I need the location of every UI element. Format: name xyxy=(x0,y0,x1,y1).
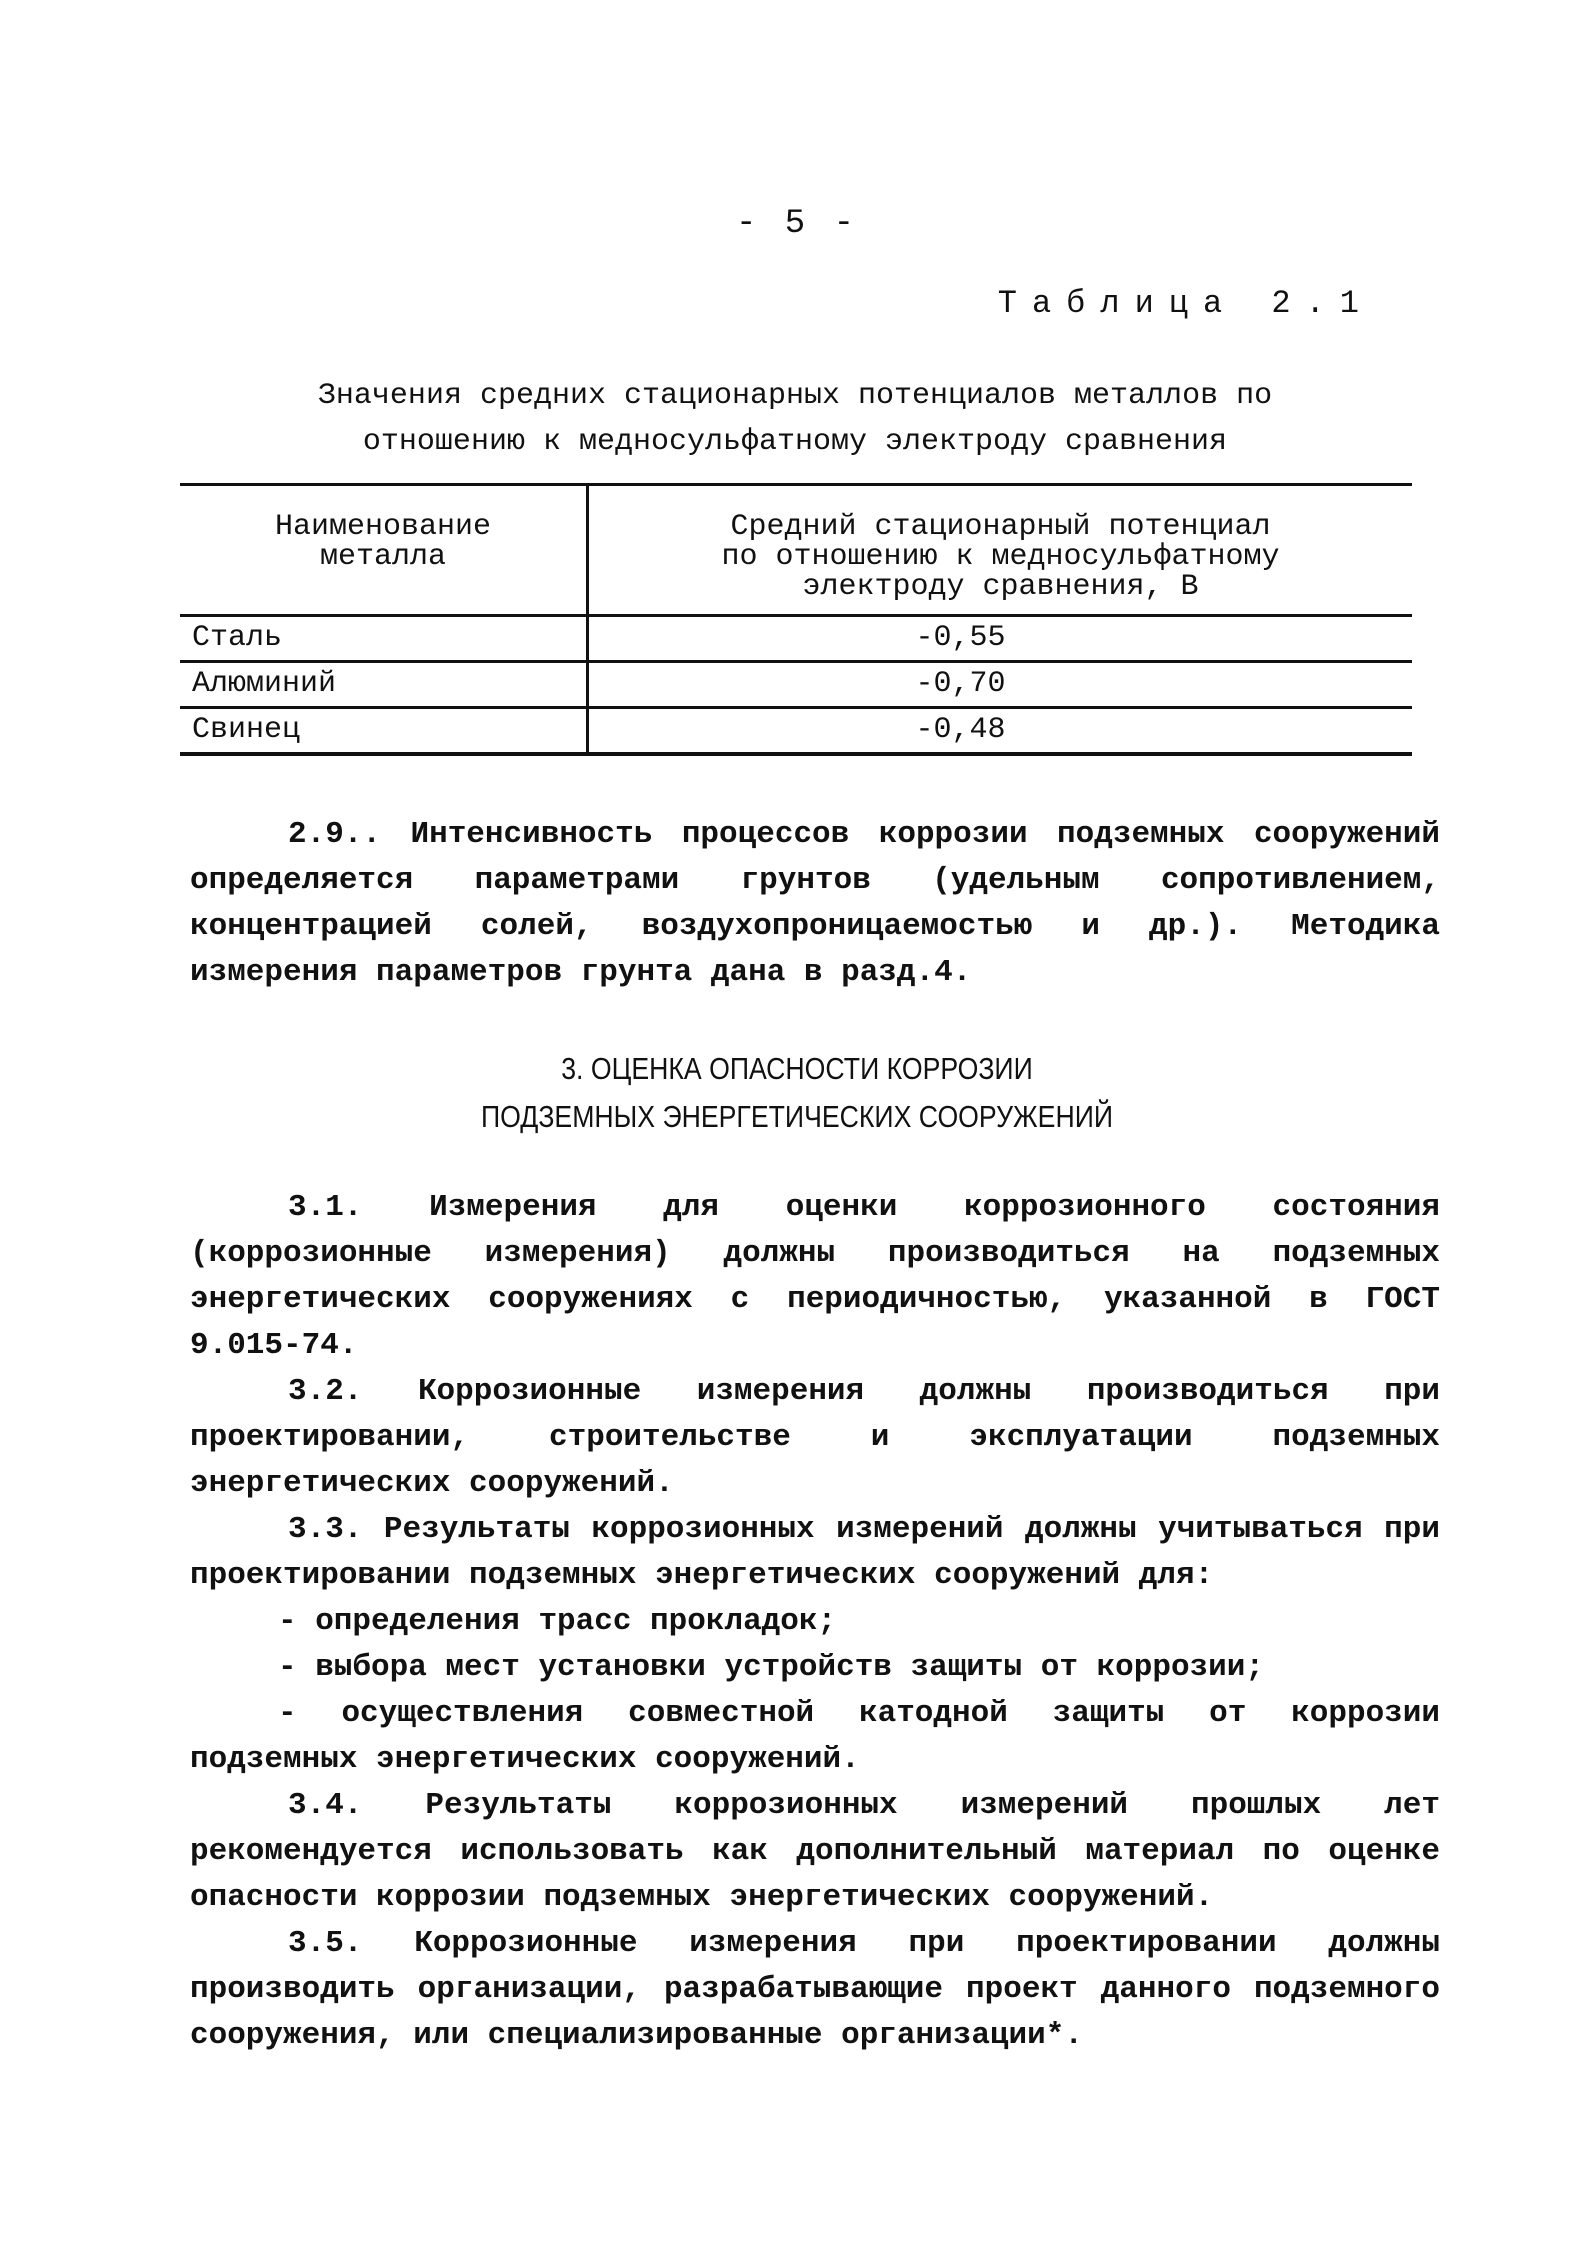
header-metal-name-line-1: Наименование xyxy=(274,510,492,544)
paragraph-3-5: 3.5. Коррозионные измерения при проектировании должны производить организации, разрабатывающие проект данного подземного сооружения, или специализированные организации*. xyxy=(190,1926,1440,2053)
header-potential-line-2: по отношению к медносульфатному xyxy=(721,540,1280,574)
header-potential xyxy=(588,485,1413,616)
metal-name-cell: Алюминий xyxy=(180,662,588,708)
list-item: - осуществления совместной катодной защиты от коррозии подземных энергетических сооружений. xyxy=(190,1696,1440,1777)
paragraph-3-4: 3.4. Результаты коррозионных измерений прошлых лет рекомендуется использовать как дополнительный материал по оценке опасности коррозии подземных энергетических сооружений. xyxy=(190,1788,1440,1915)
section-3-body xyxy=(190,1185,1440,2059)
paragraph-3-3: 3.3. Результаты коррозионных измерений должны учитываться при проектировании подземных энергетических сооружений для: xyxy=(190,1512,1440,1593)
table-row xyxy=(180,662,1412,708)
header-potential-line-1: Средний стационарный потенциал xyxy=(730,510,1271,544)
potential-cell: -0,55 xyxy=(915,621,1006,655)
table-label: Таблица 2.1 xyxy=(997,285,1374,322)
metal-name-cell: Свинец xyxy=(180,708,588,755)
section-title xyxy=(112,1045,1483,1141)
section-title-line-2: ПОДЗЕМНЫХ ЭНЕРГЕТИЧЕСКИХ СООРУЖЕНИЙ xyxy=(480,1099,1114,1134)
table-header-row xyxy=(180,485,1412,616)
potential-cell: -0,70 xyxy=(915,667,1006,701)
potential-cell: -0,48 xyxy=(915,713,1006,747)
paragraph-block-2-9 xyxy=(190,812,1440,996)
header-potential-line-3: электроду сравнения, В xyxy=(802,570,1199,604)
table-caption-line-1: Значения средних стационарных потенциалов металлов по xyxy=(317,379,1273,413)
paragraph-2-9: 2.9.. Интенсивность процессов коррозии подземных сооружений определяется параметрами грунтов (удельным сопротивлением, концентрацией солей, воздухопроницаемостью и др.). Методика измерения параметров грунта дана в разд.4. xyxy=(190,817,1440,990)
page-number: - 5 - xyxy=(735,205,859,243)
table-caption-line-2: отношению к медносульфатному электроду сравнения xyxy=(362,425,1228,459)
paragraph-3-1: 3.1. Измерения для оценки коррозионного состояния (коррозионные измерения) должны производиться на подземных энергетических сооружениях с периодичностью, указанной в ГОСТ 9.015-74. xyxy=(190,1190,1440,1363)
section-title-line-1: 3. ОЦЕНКА ОПАСНОСТИ КОРРОЗИИ xyxy=(561,1051,1033,1086)
table-row xyxy=(180,708,1412,755)
list-item: - выбора мест установки устройств защиты от коррозии; xyxy=(278,1650,1264,1685)
metal-name-cell: Сталь xyxy=(180,616,588,662)
header-metal-name-line-2: металла xyxy=(319,540,447,574)
table-caption xyxy=(180,373,1410,465)
table-row xyxy=(180,616,1412,662)
paragraph-3-2: 3.2. Коррозионные измерения должны производиться при проектировании, строительстве и эксплуатации подземных энергетических сооружений. xyxy=(190,1374,1440,1501)
list-item: - определения трасс прокладок; xyxy=(278,1604,837,1639)
potentials-table xyxy=(180,483,1412,756)
header-metal-name xyxy=(180,485,588,616)
